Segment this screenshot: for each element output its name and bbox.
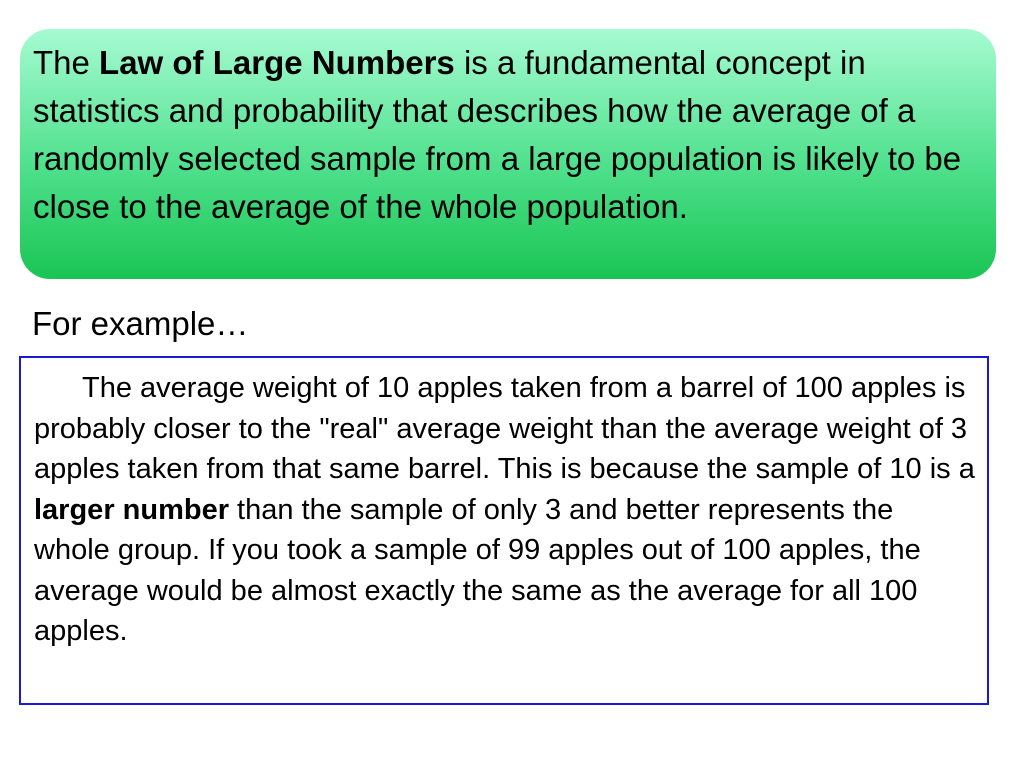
example-emphasis: larger number (34, 493, 229, 526)
definition-body: is a fundamental concept in statistics and probability that describes how the average of a randomly selected sample from a large population is likely to be close to the average of the whole population. (33, 44, 962, 225)
example-part-2: than the sample of only 3 and better represents the whole group. If you took a sample of 99 apples out of 100 apples, the average would be almost exactly the same as the average for all 100 apples. (34, 493, 921, 647)
example-box (19, 356, 989, 705)
definition-prefix: The (33, 44, 100, 81)
definition-text (33, 39, 982, 231)
example-text (34, 368, 975, 652)
example-part-1: The average weight of 10 apples taken from a barrel of 100 apples is probably closer to the "real" average weight than the average weight of 3 apples taken from that same barrel. This is because the sample of 10 is a (34, 372, 975, 485)
definition-box (20, 29, 996, 279)
definition-term: Law of Large Numbers (99, 44, 455, 81)
example-heading: For example… (32, 305, 249, 342)
